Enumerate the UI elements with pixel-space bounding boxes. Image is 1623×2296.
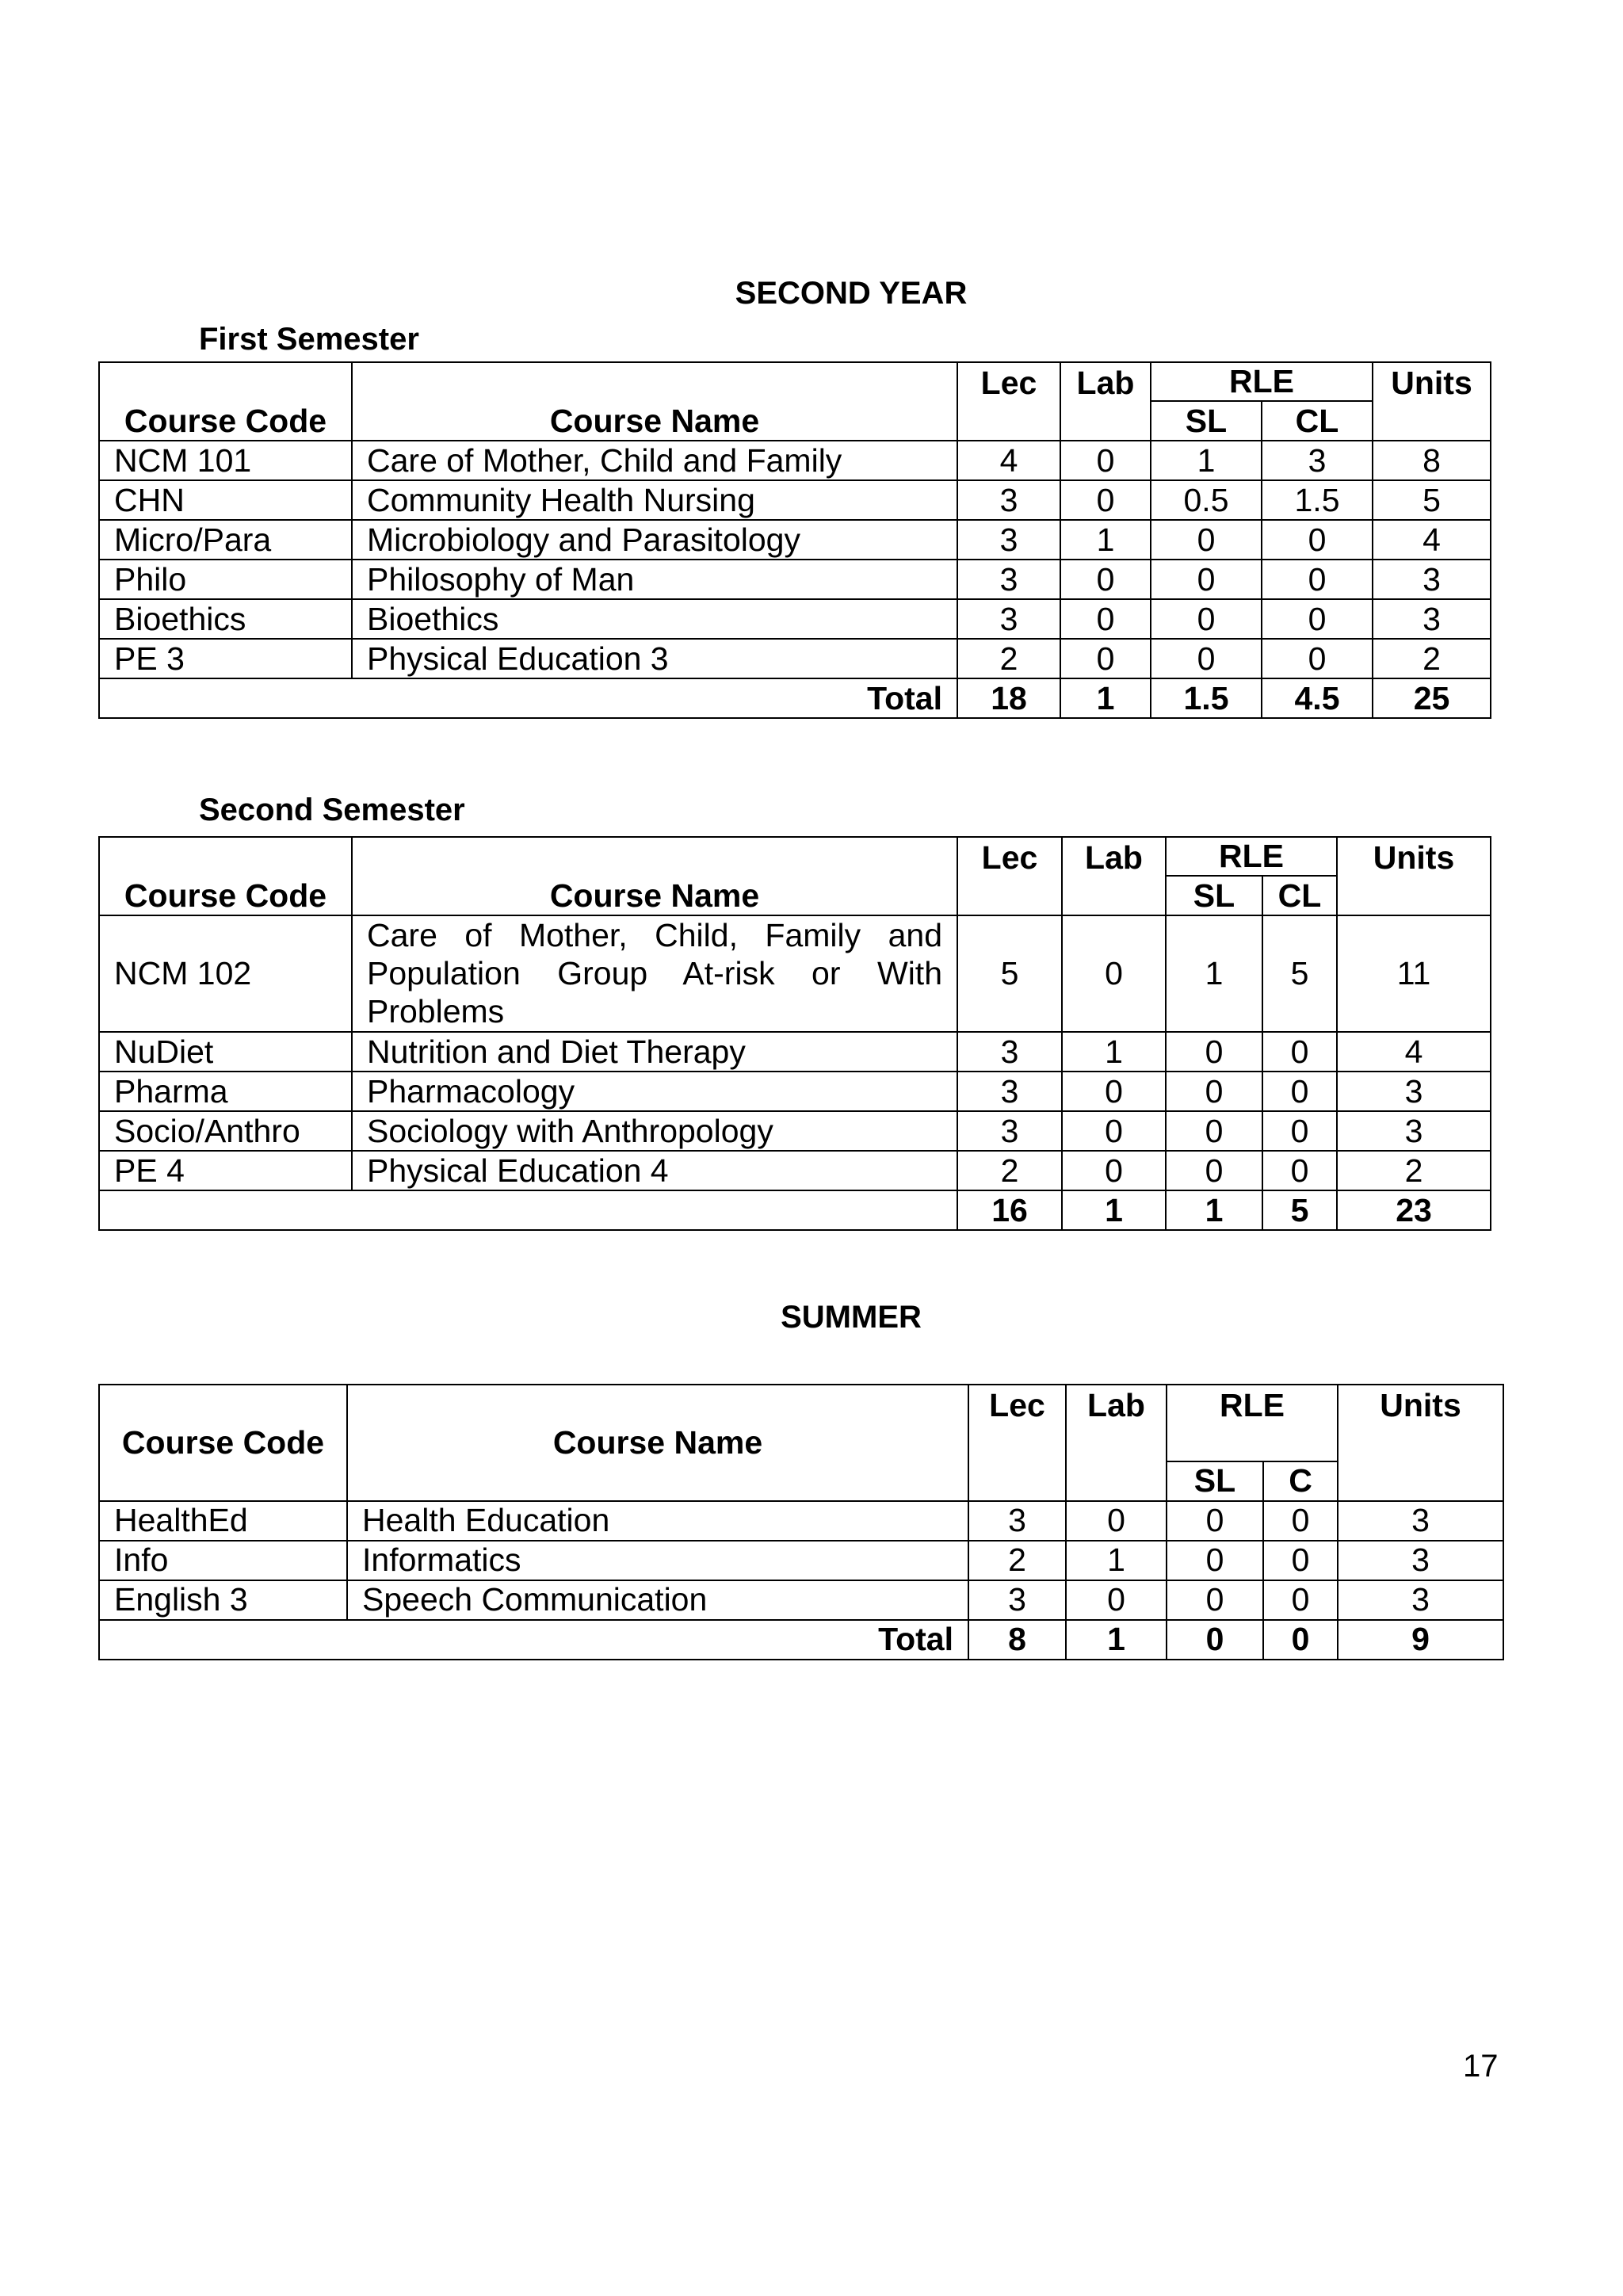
header-units: Units — [1337, 837, 1491, 915]
sl-value: 1 — [1151, 441, 1262, 480]
course-name: Sociology with Anthropology — [352, 1111, 957, 1151]
total-cl: 4.5 — [1262, 678, 1373, 718]
total-lab: 1 — [1066, 1620, 1167, 1660]
units-value: 3 — [1373, 599, 1491, 639]
header-course-name: Course Name — [352, 362, 957, 441]
total-lab: 1 — [1062, 1190, 1166, 1230]
total-lec: 16 — [957, 1190, 1062, 1230]
sl-value: 1 — [1166, 915, 1262, 1032]
units-value: 8 — [1373, 441, 1491, 480]
units-value: 3 — [1337, 1072, 1491, 1111]
lab-value: 0 — [1060, 560, 1151, 599]
c-value: 0 — [1263, 1580, 1338, 1620]
course-code: Bioethics — [99, 599, 352, 639]
cl-value: 0 — [1262, 1111, 1337, 1151]
course-code: Philo — [99, 560, 352, 599]
sl-value: 0 — [1151, 520, 1262, 560]
total-row — [99, 678, 1491, 718]
header-sl: SL — [1151, 401, 1262, 441]
units-value: 3 — [1338, 1580, 1503, 1620]
sl-value: 0 — [1166, 1151, 1262, 1190]
lab-value: 0 — [1062, 1111, 1166, 1151]
lec-value: 3 — [957, 520, 1060, 560]
lab-value: 1 — [1066, 1541, 1167, 1580]
header-course-code: Course Code — [99, 1385, 347, 1501]
header-c: C — [1263, 1461, 1338, 1501]
lab-value: 1 — [1060, 520, 1151, 560]
course-name: Care of Mother, Child and Family — [352, 441, 957, 480]
lec-value: 2 — [968, 1541, 1066, 1580]
course-code: NCM 102 — [99, 915, 352, 1032]
summer-title: SUMMER — [781, 1300, 922, 1335]
cl-value: 0 — [1262, 599, 1373, 639]
page-number: 17 — [1463, 2049, 1499, 2084]
lab-value: 0 — [1066, 1501, 1167, 1541]
total-label: Total — [99, 1620, 968, 1660]
lec-value: 3 — [968, 1580, 1066, 1620]
header-lab: Lab — [1060, 362, 1151, 441]
lab-value: 0 — [1062, 915, 1166, 1032]
total-units: 23 — [1337, 1190, 1491, 1230]
units-value: 2 — [1373, 639, 1491, 678]
table-row — [99, 1501, 1503, 1541]
cl-value: 0 — [1262, 520, 1373, 560]
total-label — [99, 1190, 957, 1230]
course-name: Microbiology and Parasitology — [352, 520, 957, 560]
total-c: 0 — [1263, 1620, 1338, 1660]
course-code: NuDiet — [99, 1032, 352, 1072]
first-semester-table — [98, 361, 1491, 719]
sl-value: 0 — [1167, 1580, 1263, 1620]
table-row — [99, 915, 1491, 1032]
course-name: Bioethics — [352, 599, 957, 639]
table-row — [99, 1072, 1491, 1111]
header-units: Units — [1373, 362, 1491, 441]
units-value: 3 — [1373, 560, 1491, 599]
course-name: Speech Communication — [347, 1580, 968, 1620]
lec-value: 4 — [957, 441, 1060, 480]
header-rle: RLE — [1151, 362, 1373, 401]
table-row — [99, 441, 1491, 480]
sl-value: 0 — [1151, 639, 1262, 678]
sl-value: 0 — [1166, 1032, 1262, 1072]
table-header-row — [99, 837, 1491, 876]
sl-value: 0 — [1166, 1111, 1262, 1151]
total-sl: 1 — [1166, 1190, 1262, 1230]
table-row — [99, 1541, 1503, 1580]
header-lec: Lec — [957, 837, 1062, 915]
header-lec: Lec — [968, 1385, 1066, 1501]
lec-value: 3 — [957, 1111, 1062, 1151]
sl-value: 0.5 — [1151, 480, 1262, 520]
units-value: 3 — [1338, 1501, 1503, 1541]
header-course-name: Course Name — [347, 1385, 968, 1501]
cl-value: 3 — [1262, 441, 1373, 480]
page-title: SECOND YEAR — [735, 276, 968, 311]
table-row — [99, 560, 1491, 599]
header-lec: Lec — [957, 362, 1060, 441]
total-cl: 5 — [1262, 1190, 1337, 1230]
header-sl: SL — [1167, 1461, 1263, 1501]
course-code: Micro/Para — [99, 520, 352, 560]
course-code: Socio/Anthro — [99, 1111, 352, 1151]
header-lab: Lab — [1062, 837, 1166, 915]
course-code: PE 4 — [99, 1151, 352, 1190]
course-code: CHN — [99, 480, 352, 520]
lab-value: 0 — [1062, 1072, 1166, 1111]
course-name: Physical Education 4 — [352, 1151, 957, 1190]
sl-value: 0 — [1167, 1501, 1263, 1541]
table-row — [99, 639, 1491, 678]
units-value: 3 — [1338, 1541, 1503, 1580]
cl-value: 1.5 — [1262, 480, 1373, 520]
lec-value: 5 — [957, 915, 1062, 1032]
units-value: 11 — [1337, 915, 1491, 1032]
header-sl: SL — [1166, 876, 1262, 915]
table-row — [99, 599, 1491, 639]
c-value: 0 — [1263, 1501, 1338, 1541]
total-row — [99, 1620, 1503, 1660]
units-value: 4 — [1337, 1032, 1491, 1072]
lec-value: 2 — [957, 639, 1060, 678]
header-cl: CL — [1262, 401, 1373, 441]
total-sl: 0 — [1167, 1620, 1263, 1660]
lec-value: 3 — [968, 1501, 1066, 1541]
total-units: 9 — [1338, 1620, 1503, 1660]
header-course-name: Course Name — [352, 837, 957, 915]
total-lec: 18 — [957, 678, 1060, 718]
units-value: 5 — [1373, 480, 1491, 520]
lab-value: 0 — [1060, 599, 1151, 639]
units-value: 4 — [1373, 520, 1491, 560]
course-name: Philosophy of Man — [352, 560, 957, 599]
table-row — [99, 1580, 1503, 1620]
course-name: Care of Mother, Child, Family and Population Group At-risk or With Problems — [352, 915, 957, 1032]
header-units: Units — [1338, 1385, 1503, 1501]
table-header-row — [99, 1385, 1503, 1461]
cl-value: 0 — [1262, 639, 1373, 678]
table-row — [99, 480, 1491, 520]
cl-value: 5 — [1262, 915, 1337, 1032]
second-semester-title: Second Semester — [199, 793, 465, 827]
course-name: Informatics — [347, 1541, 968, 1580]
total-row — [99, 1190, 1491, 1230]
lec-value: 3 — [957, 1032, 1062, 1072]
first-semester-title: First Semester — [199, 322, 419, 357]
sl-value: 0 — [1151, 599, 1262, 639]
second-semester-table — [98, 836, 1491, 1231]
course-code: Pharma — [99, 1072, 352, 1111]
sl-value: 0 — [1166, 1072, 1262, 1111]
total-units: 25 — [1373, 678, 1491, 718]
table-row — [99, 1151, 1491, 1190]
units-value: 2 — [1337, 1151, 1491, 1190]
lec-value: 3 — [957, 560, 1060, 599]
lab-value: 0 — [1060, 441, 1151, 480]
course-name: Community Health Nursing — [352, 480, 957, 520]
header-cl: CL — [1262, 876, 1337, 915]
total-sl: 1.5 — [1151, 678, 1262, 718]
course-code: HealthEd — [99, 1501, 347, 1541]
total-lec: 8 — [968, 1620, 1066, 1660]
cl-value: 0 — [1262, 1151, 1337, 1190]
cl-value: 0 — [1262, 1032, 1337, 1072]
lab-value: 0 — [1062, 1151, 1166, 1190]
header-course-code: Course Code — [99, 362, 352, 441]
total-label: Total — [99, 678, 957, 718]
table-header-row — [99, 362, 1491, 401]
summer-table — [98, 1384, 1504, 1660]
table-row — [99, 1111, 1491, 1151]
header-course-code: Course Code — [99, 837, 352, 915]
course-code: NCM 101 — [99, 441, 352, 480]
c-value: 0 — [1263, 1541, 1338, 1580]
table-row — [99, 520, 1491, 560]
course-name: Physical Education 3 — [352, 639, 957, 678]
sl-value: 0 — [1151, 560, 1262, 599]
table-row — [99, 1032, 1491, 1072]
course-name: Nutrition and Diet Therapy — [352, 1032, 957, 1072]
header-rle: RLE — [1167, 1385, 1338, 1461]
cl-value: 0 — [1262, 560, 1373, 599]
course-code: Info — [99, 1541, 347, 1580]
lab-value: 1 — [1062, 1032, 1166, 1072]
lec-value: 3 — [957, 480, 1060, 520]
lab-value: 0 — [1066, 1580, 1167, 1620]
course-code: PE 3 — [99, 639, 352, 678]
units-value: 3 — [1337, 1111, 1491, 1151]
course-name: Pharmacology — [352, 1072, 957, 1111]
course-code: English 3 — [99, 1580, 347, 1620]
total-lab: 1 — [1060, 678, 1151, 718]
sl-value: 0 — [1167, 1541, 1263, 1580]
course-name: Health Education — [347, 1501, 968, 1541]
lab-value: 0 — [1060, 480, 1151, 520]
lec-value: 3 — [957, 599, 1060, 639]
header-rle: RLE — [1166, 837, 1337, 876]
lec-value: 2 — [957, 1151, 1062, 1190]
cl-value: 0 — [1262, 1072, 1337, 1111]
header-lab: Lab — [1066, 1385, 1167, 1501]
lab-value: 0 — [1060, 639, 1151, 678]
lec-value: 3 — [957, 1072, 1062, 1111]
